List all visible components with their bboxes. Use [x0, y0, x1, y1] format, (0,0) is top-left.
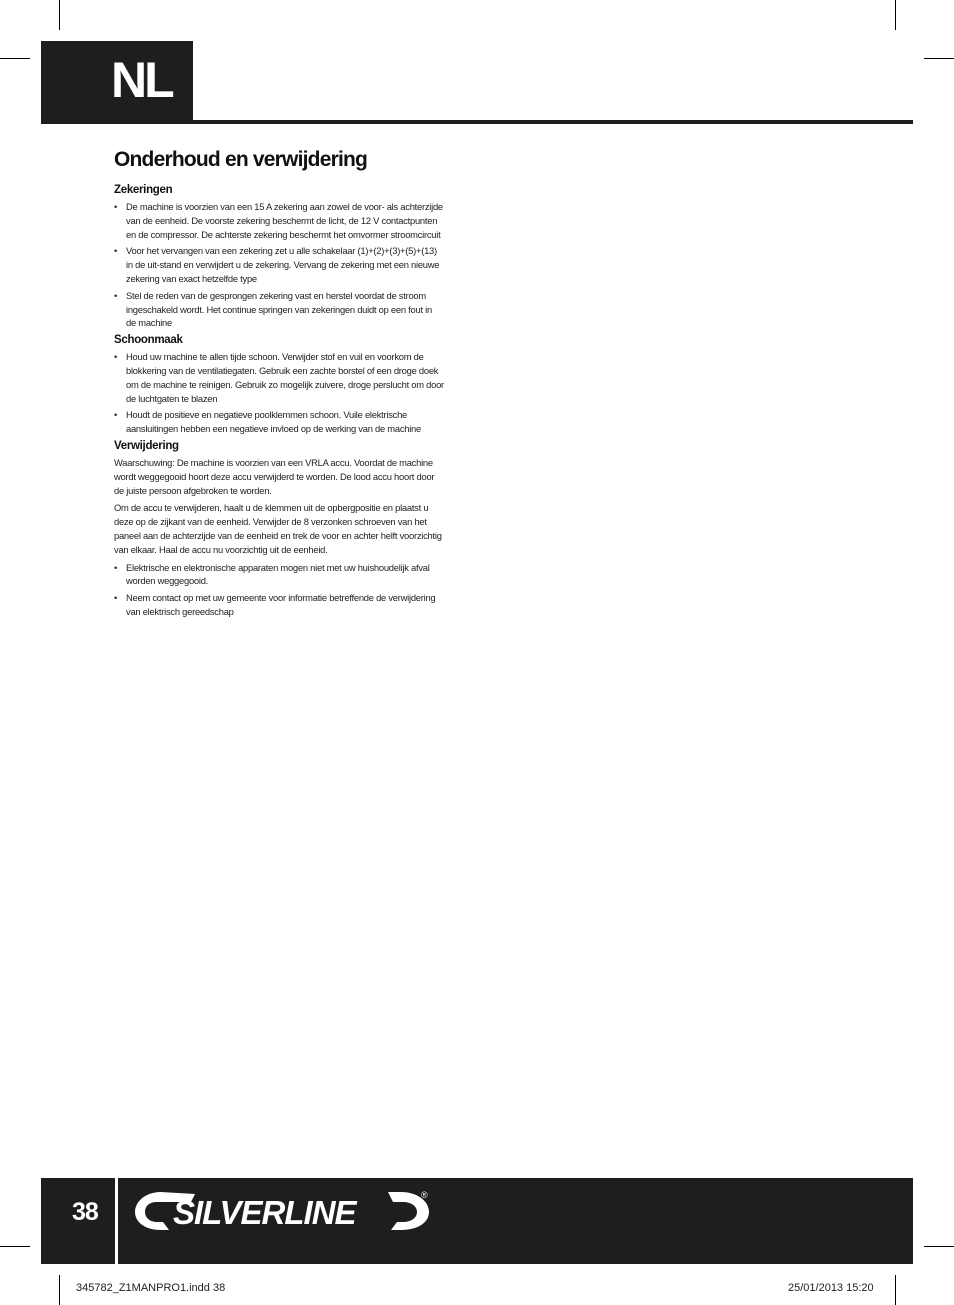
content-column — [114, 148, 444, 622]
crop-mark — [895, 0, 896, 30]
list-item: • De machine is voorzien van een 15 A zekering aan zowel de voor- als achterzijde van de eenheid. De voorste zekering beschermt de licht, de 12 V contactpunten en de compressor. De achterste zekering beschermt het omvormer stroomcircuit — [114, 200, 444, 241]
section-title: Onderhoud en verwijdering — [114, 148, 368, 171]
list-item: • Elektrische en elektronische apparaten mogen niet met uw huishoudelijk afval worden weggegooid. — [114, 561, 444, 589]
list-item: • Neem contact op met uw gemeente voor informatie betreffende de verwijdering van elektrisch gereedschap — [114, 591, 444, 619]
brand-wordmark: SILVERLINE — [173, 1194, 356, 1231]
list-item: • Houdt de positieve en negatieve poolklemmen schoon. Vuile elektrische aansluitingen hebben een negatieve invloed op de werking van de machine — [114, 408, 444, 436]
crop-mark — [0, 1246, 30, 1247]
schoonmaak-list — [114, 350, 444, 436]
registered-mark: ® — [421, 1190, 428, 1200]
date-slug: 25/01/2013 15:20 — [788, 1282, 874, 1294]
crop-mark — [59, 1275, 60, 1305]
crop-mark — [924, 1246, 954, 1247]
crop-mark — [895, 1275, 896, 1305]
list-item: • Houd uw machine te allen tijde schoon. Verwijder stof en vuil en voorkom de blokkering van de ventilatiegaten. Gebruik een zachte borstel of een droge doek om de machine te reinigen. Gebruik zo mogelijk zuivere, droge perslucht om door de luchtgaten te blazen — [114, 350, 444, 405]
verwijdering-list — [114, 561, 444, 619]
list-item: • Stel de reden van de gesprongen zekering vast en herstel voordat de stroom ingeschakeld wordt. Het continue springen van zekeringen duidt op een fout in de machine — [114, 289, 444, 330]
crop-mark — [59, 0, 60, 30]
footer-bar — [41, 1178, 913, 1264]
language-tab — [41, 41, 193, 124]
header-rule — [41, 120, 913, 124]
paragraph: Waarschuwing: De machine is voorzien van een VRLA accu. Voordat de machine wordt weggegooid hoort deze accu verwijderd te worden. De lood accu hoort door de juiste persoon afgebroken te worden. — [114, 456, 435, 496]
heading-zekeringen: Zekeringen — [114, 184, 173, 196]
zekeringen-list — [114, 200, 444, 330]
paragraph: Om de accu te verwijderen, haalt u de klemmen uit de opbergpositie en plaatst u deze op de zijkant van de eenheid. Verwijder de 8 verzonken schroeven van het paneel aan de achterzijde van de eenheid en trek de voor en achter helft voorzichtig van elkaar. Haal de accu nu voorzichtig uit de eenheid. — [114, 502, 442, 555]
language-code: NL — [111, 52, 172, 108]
crop-mark — [0, 58, 30, 59]
footer-divider — [115, 1178, 118, 1264]
heading-schoonmaak: Schoonmaak — [114, 334, 183, 347]
crop-mark — [924, 58, 954, 59]
page-number: 38 — [72, 1198, 98, 1226]
file-slug: 345782_Z1MANPRO1.indd 38 — [76, 1282, 226, 1294]
list-item: • Voor het vervangen van een zekering zet u alle schakelaar (1)+(2)+(3)+(5)+(13) in de uit-stand en verwijdert u de zekering. Vervang de zekering met een nieuwe zekering van exact hetzelfde type — [114, 244, 444, 285]
silverline-logo — [133, 1186, 433, 1236]
heading-verwijdering: Verwijdering — [114, 439, 179, 452]
